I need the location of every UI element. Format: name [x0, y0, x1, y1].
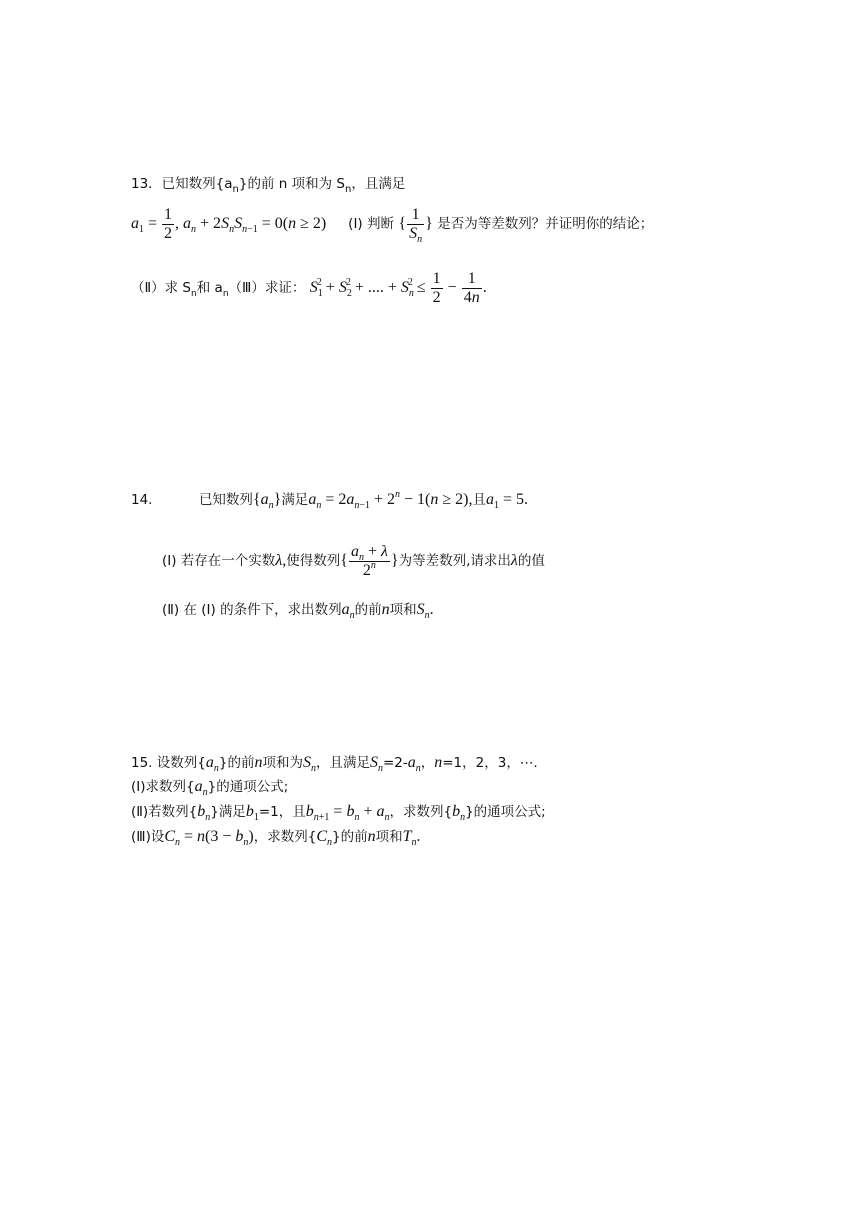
q15-stem-a: 15. 设数列{	[131, 755, 206, 771]
q14-recurrence: $a_n = 2a_{n-1} + 2^n - 1(n \ge 2)$,	[308, 489, 473, 511]
q15-p2-b: }满足	[210, 804, 246, 820]
q14-number: 14.	[131, 492, 153, 508]
q14-p1-c: 为等差数列,请求出	[398, 553, 511, 570]
q15-stem-e: =2-	[382, 755, 408, 771]
q15-p2-d: ，求数列{	[389, 804, 453, 820]
q13-text-b: }的前 n 项和为 S	[238, 176, 345, 192]
q15-sn: $S_n$	[302, 754, 316, 774]
q15-p3-c: }的前	[332, 829, 368, 845]
q14-p1-d: 的值	[517, 553, 545, 570]
q15-stem-c: 项和为	[262, 755, 303, 771]
q14-an-set: $\{a_n\}$	[252, 491, 282, 511]
q14-a1: $a_1 = 5$.	[485, 491, 529, 511]
q15-recurrence: $b_{n+1} = b_n + a_n$	[305, 803, 390, 823]
q15-stem-d: ，且满足	[315, 755, 370, 771]
q14-stem-c: 且	[472, 492, 486, 508]
q15-p1-a: (Ⅰ)求数列{	[131, 779, 195, 795]
q14-stem-b: 满足	[281, 492, 309, 508]
q14-p1-b: 使得数列	[286, 553, 341, 570]
q15-p1-b: }的通项公式;	[207, 779, 289, 795]
q13-line3: （Ⅱ）求 $S_n$和 $a_n(Ⅲ)$求证： $S_1^2 + S_2^2$ + .... + $S_n^2$ ≤ $\frac{1}{2}$ − $\frac{1}{4n}$ .	[131, 270, 487, 306]
q13-formula-cond: $a_1$ = $\frac{1}{2}$ , $a_n + 2S_nS_{n-1} = 0(n \ge 2)$	[131, 206, 331, 242]
q13-part1-text: 是否为等差数列？并证明你的结论；	[437, 216, 654, 233]
q15-p2-e: }的通项公式;	[465, 804, 546, 820]
q13-formula-ineq: $S_1^2 + S_2^2$ + .... + $S_n^2$ ≤ $\frac{1}{2}$ − $\frac{1}{4n}$ .	[309, 270, 487, 306]
q15-p3-b: ，求数列{	[253, 829, 317, 845]
q13-sub-a: n	[232, 184, 239, 195]
q14-part1: (Ⅰ) 若存在一个实数λ,使得数列{ $\frac{a_n + \lambda}{2^n}$ }为等差数列,请求出λ的值	[162, 543, 545, 579]
q13-part2-b: 和 a	[196, 280, 223, 297]
q14-part2: (Ⅱ) 在 (Ⅰ) 的条件下，求出数列$a_n$的前n项和$S_n$.	[162, 601, 434, 621]
q14-p2-a: (Ⅱ) 在 (Ⅰ) 的条件下，求出数列	[162, 602, 342, 618]
q13-text-a: 13．已知数列{a	[131, 176, 233, 192]
q14-stem-a: 已知数列	[198, 492, 253, 508]
q13-line2	[131, 206, 653, 243]
q13-part3-label: （Ⅲ）求证：	[228, 280, 306, 297]
q14-an-2: $a_n$	[341, 601, 355, 621]
q14-lambda-2: λ	[510, 552, 518, 570]
q15-part2: (Ⅱ)若数列$\{b_n\}$满足$b_1=1$，且$b_{n+1} = b_n + a_n$，求数列$\{b_n\}$的通项公式;	[131, 803, 546, 823]
q15-tn: $T_n$.	[402, 828, 421, 848]
q15-p3-a: (Ⅲ)设	[131, 829, 165, 845]
q15-stem-f: =1，2，3，⋯.	[442, 755, 538, 771]
q15-part3: (Ⅲ)设$C_n = n(3 - b_n)$，求数列$\{C_n\}$的前n项和$T_n$.	[131, 828, 421, 848]
q13-formula-1sn: { $\frac{1}{S_n}$ }	[398, 206, 433, 245]
q13-part2-a: （Ⅱ）求 S	[131, 280, 192, 297]
q14-p1-a: (Ⅰ) 若存在一个实数	[162, 553, 276, 570]
q13-sub-b: n	[344, 184, 352, 195]
q15-part1: (Ⅰ)求数列$\{a_n\}$的通项公式;	[131, 778, 289, 798]
q14-sn: $S_n$.	[416, 601, 434, 621]
q14-p2-c: 项和	[389, 602, 417, 618]
q15-stem-b: }的前	[218, 755, 255, 771]
q13-text-c: ，且满足	[351, 176, 406, 192]
q13-line1	[131, 174, 405, 194]
q15-p2-c: =1，且	[258, 804, 306, 820]
q15-p2-a: (Ⅱ)若数列{	[131, 804, 198, 820]
q15-stem: 15. 设数列$\{a_n\}$的前n项和为$S_n$，且满足$S_n=2-a_n$，n=1，2，3，⋯.	[131, 754, 538, 774]
q15-an: $a_n$	[205, 754, 219, 774]
q15-cn-def: $C_n = n(3 - b_n)$	[164, 828, 254, 848]
q15-p3-d: 项和	[375, 829, 403, 845]
q14-p2-b: 的前	[354, 602, 382, 618]
q14-lambda: λ	[275, 552, 283, 570]
q14-frac-seq: { $\frac{a_n + \lambda}{2^n}$ }	[340, 543, 399, 579]
q14-stem	[131, 490, 528, 510]
q13-part1-label: (Ⅰ) 判断	[348, 216, 394, 233]
